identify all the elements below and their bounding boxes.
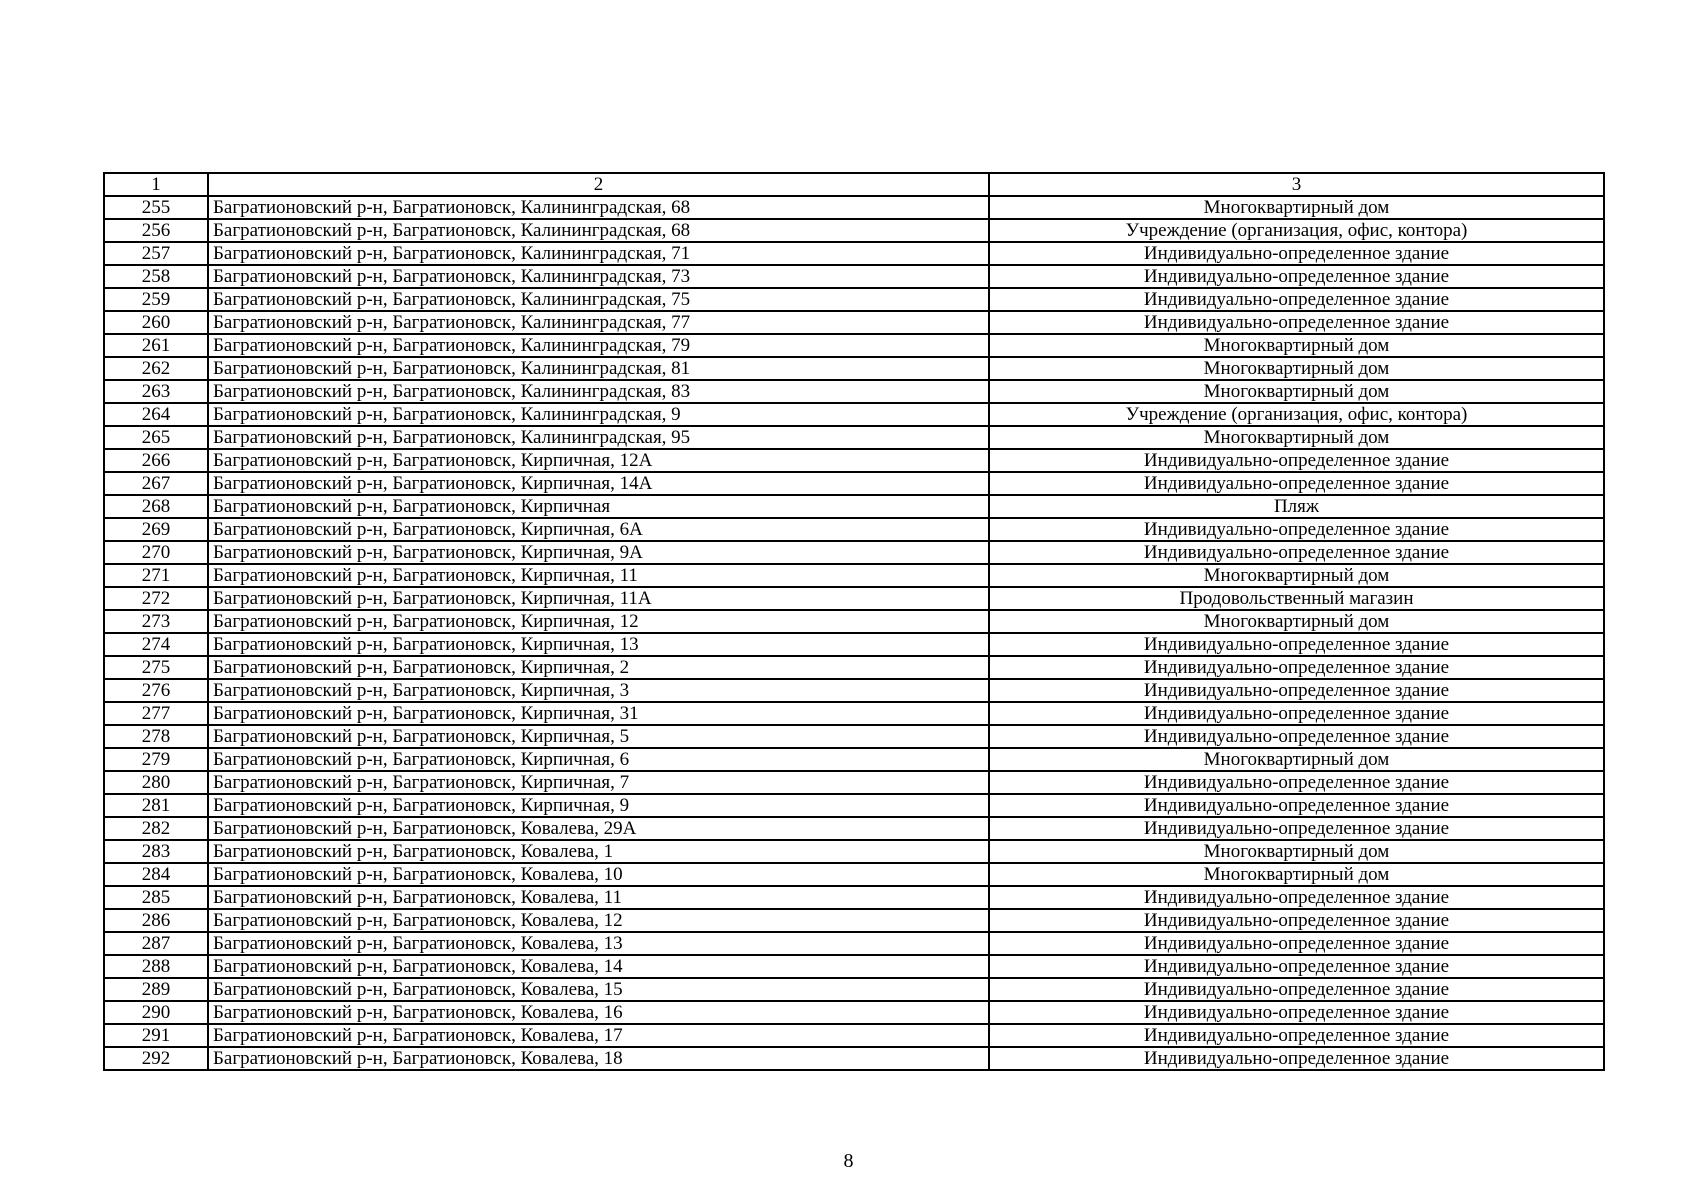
object-type-cell: Индивидуально-определенное здание	[989, 817, 1604, 840]
row-number-cell: 268	[104, 495, 208, 518]
row-number-cell: 258	[104, 265, 208, 288]
object-type-cell: Индивидуально-определенное здание	[989, 909, 1604, 932]
address-cell: Багратионовский р-н, Багратионовск, Калининградская, 79	[208, 334, 989, 357]
object-type-cell: Индивидуально-определенное здание	[989, 702, 1604, 725]
object-type-cell: Индивидуально-определенное здание	[989, 242, 1604, 265]
object-type-cell: Продовольственный магазин	[989, 587, 1604, 610]
address-cell: Багратионовский р-н, Багратионовск, Калининградская, 81	[208, 357, 989, 380]
row-number-cell: 267	[104, 472, 208, 495]
row-number-cell: 259	[104, 288, 208, 311]
address-cell: Багратионовский р-н, Багратионовск, Кирпичная, 31	[208, 702, 989, 725]
object-type-cell: Индивидуально-определенное здание	[989, 288, 1604, 311]
address-cell: Багратионовский р-н, Багратионовск, Ковалева, 12	[208, 909, 989, 932]
column-header-1: 1	[104, 173, 208, 196]
row-number-cell: 286	[104, 909, 208, 932]
address-cell: Багратионовский р-н, Багратионовск, Ковалева, 29А	[208, 817, 989, 840]
object-type-cell: Индивидуально-определенное здание	[989, 771, 1604, 794]
row-number-cell: 261	[104, 334, 208, 357]
object-type-cell: Учреждение (организация, офис, контора)	[989, 403, 1604, 426]
address-cell: Багратионовский р-н, Багратионовск, Кирпичная, 6А	[208, 518, 989, 541]
address-cell: Багратионовский р-н, Багратионовск, Калининградская, 75	[208, 288, 989, 311]
table-row	[104, 196, 1604, 219]
object-type-cell: Индивидуально-определенное здание	[989, 449, 1604, 472]
address-cell: Багратионовский р-н, Багратионовск, Ковалева, 11	[208, 886, 989, 909]
address-cell: Багратионовский р-н, Багратионовск, Ковалева, 18	[208, 1047, 989, 1070]
table-row	[104, 564, 1604, 587]
address-cell: Багратионовский р-н, Багратионовск, Калининградская, 68	[208, 219, 989, 242]
table-row	[104, 610, 1604, 633]
address-cell: Багратионовский р-н, Багратионовск, Кирпичная, 11А	[208, 587, 989, 610]
object-type-cell: Индивидуально-определенное здание	[989, 955, 1604, 978]
table-row	[104, 725, 1604, 748]
table-row	[104, 886, 1604, 909]
row-number-cell: 283	[104, 840, 208, 863]
table-body	[104, 173, 1604, 1070]
object-type-cell: Индивидуально-определенное здание	[989, 472, 1604, 495]
table-row	[104, 633, 1604, 656]
row-number-cell: 290	[104, 1001, 208, 1024]
object-type-cell: Индивидуально-определенное здание	[989, 1001, 1604, 1024]
address-table	[103, 172, 1605, 1071]
table-row	[104, 702, 1604, 725]
address-cell: Багратионовский р-н, Багратионовск, Кирпичная	[208, 495, 989, 518]
object-type-cell: Многоквартирный дом	[989, 840, 1604, 863]
table-row	[104, 311, 1604, 334]
column-header-2: 2	[208, 173, 989, 196]
row-number-cell: 273	[104, 610, 208, 633]
row-number-cell: 287	[104, 932, 208, 955]
page-number: 8	[843, 1150, 854, 1172]
address-cell: Багратионовский р-н, Багратионовск, Кирпичная, 3	[208, 679, 989, 702]
row-number-cell: 256	[104, 219, 208, 242]
row-number-cell: 279	[104, 748, 208, 771]
row-number-cell: 288	[104, 955, 208, 978]
address-cell: Багратионовский р-н, Багратионовск, Кирпичная, 6	[208, 748, 989, 771]
table-row	[104, 794, 1604, 817]
object-type-cell: Индивидуально-определенное здание	[989, 1047, 1604, 1070]
row-number-cell: 272	[104, 587, 208, 610]
address-cell: Багратионовский р-н, Багратионовск, Ковалева, 14	[208, 955, 989, 978]
row-number-cell: 255	[104, 196, 208, 219]
address-cell: Багратионовский р-н, Багратионовск, Ковалева, 17	[208, 1024, 989, 1047]
object-type-cell: Индивидуально-определенное здание	[989, 886, 1604, 909]
object-type-cell: Индивидуально-определенное здание	[989, 518, 1604, 541]
row-number-cell: 262	[104, 357, 208, 380]
table-row	[104, 357, 1604, 380]
table-row	[104, 495, 1604, 518]
row-number-cell: 265	[104, 426, 208, 449]
table-row	[104, 242, 1604, 265]
table-row	[104, 334, 1604, 357]
table-row	[104, 426, 1604, 449]
object-type-cell: Многоквартирный дом	[989, 863, 1604, 886]
object-type-cell: Пляж	[989, 495, 1604, 518]
table-row	[104, 380, 1604, 403]
table-row	[104, 541, 1604, 564]
object-type-cell: Индивидуально-определенное здание	[989, 633, 1604, 656]
address-cell: Багратионовский р-н, Багратионовск, Калининградская, 68	[208, 196, 989, 219]
row-number-cell: 263	[104, 380, 208, 403]
table-row	[104, 518, 1604, 541]
object-type-cell: Многоквартирный дом	[989, 610, 1604, 633]
table-header-row	[104, 173, 1604, 196]
address-cell: Багратионовский р-н, Багратионовск, Ковалева, 16	[208, 1001, 989, 1024]
table-row	[104, 472, 1604, 495]
row-number-cell: 285	[104, 886, 208, 909]
table-row	[104, 978, 1604, 1001]
row-number-cell: 280	[104, 771, 208, 794]
table-row	[104, 587, 1604, 610]
table-row	[104, 679, 1604, 702]
row-number-cell: 257	[104, 242, 208, 265]
row-number-cell: 260	[104, 311, 208, 334]
object-type-cell: Индивидуально-определенное здание	[989, 794, 1604, 817]
table-row	[104, 840, 1604, 863]
row-number-cell: 266	[104, 449, 208, 472]
row-number-cell: 269	[104, 518, 208, 541]
table-row	[104, 265, 1604, 288]
table-row	[104, 748, 1604, 771]
table-row	[104, 909, 1604, 932]
address-cell: Багратионовский р-н, Багратионовск, Кирпичная, 9А	[208, 541, 989, 564]
object-type-cell: Индивидуально-определенное здание	[989, 725, 1604, 748]
object-type-cell: Многоквартирный дом	[989, 748, 1604, 771]
address-cell: Багратионовский р-н, Багратионовск, Кирпичная, 13	[208, 633, 989, 656]
address-cell: Багратионовский р-н, Багратионовск, Калининградская, 83	[208, 380, 989, 403]
object-type-cell: Индивидуально-определенное здание	[989, 311, 1604, 334]
object-type-cell: Индивидуально-определенное здание	[989, 541, 1604, 564]
table-row	[104, 1047, 1604, 1070]
row-number-cell: 271	[104, 564, 208, 587]
table-row	[104, 403, 1604, 426]
address-cell: Багратионовский р-н, Багратионовск, Кирпичная, 5	[208, 725, 989, 748]
address-cell: Багратионовский р-н, Багратионовск, Ковалева, 15	[208, 978, 989, 1001]
object-type-cell: Многоквартирный дом	[989, 426, 1604, 449]
row-number-cell: 292	[104, 1047, 208, 1070]
table-row	[104, 656, 1604, 679]
table-row	[104, 219, 1604, 242]
row-number-cell: 277	[104, 702, 208, 725]
table-row	[104, 932, 1604, 955]
address-cell: Багратионовский р-н, Багратионовск, Ковалева, 10	[208, 863, 989, 886]
object-type-cell: Многоквартирный дом	[989, 196, 1604, 219]
column-header-3: 3	[989, 173, 1604, 196]
row-number-cell: 282	[104, 817, 208, 840]
row-number-cell: 274	[104, 633, 208, 656]
object-type-cell: Индивидуально-определенное здание	[989, 679, 1604, 702]
address-cell: Багратионовский р-н, Багратионовск, Кирпичная, 9	[208, 794, 989, 817]
row-number-cell: 278	[104, 725, 208, 748]
table-row	[104, 449, 1604, 472]
address-cell: Багратионовский р-н, Багратионовск, Кирпичная, 11	[208, 564, 989, 587]
address-cell: Багратионовский р-н, Багратионовск, Кирпичная, 7	[208, 771, 989, 794]
table-row	[104, 1001, 1604, 1024]
address-cell: Багратионовский р-н, Багратионовск, Калининградская, 77	[208, 311, 989, 334]
row-number-cell: 281	[104, 794, 208, 817]
address-cell: Багратионовский р-н, Багратионовск, Калининградская, 73	[208, 265, 989, 288]
object-type-cell: Индивидуально-определенное здание	[989, 932, 1604, 955]
object-type-cell: Многоквартирный дом	[989, 334, 1604, 357]
address-cell: Багратионовский р-н, Багратионовск, Кирпичная, 14А	[208, 472, 989, 495]
row-number-cell: 264	[104, 403, 208, 426]
object-type-cell: Многоквартирный дом	[989, 357, 1604, 380]
object-type-cell: Индивидуально-определенное здание	[989, 978, 1604, 1001]
table-row	[104, 288, 1604, 311]
row-number-cell: 270	[104, 541, 208, 564]
address-cell: Багратионовский р-н, Багратионовск, Ковалева, 13	[208, 932, 989, 955]
row-number-cell: 284	[104, 863, 208, 886]
object-type-cell: Учреждение (организация, офис, контора)	[989, 219, 1604, 242]
address-cell: Багратионовский р-н, Багратионовск, Кирпичная, 2	[208, 656, 989, 679]
table-row	[104, 817, 1604, 840]
object-type-cell: Индивидуально-определенное здание	[989, 656, 1604, 679]
address-cell: Багратионовский р-н, Багратионовск, Ковалева, 1	[208, 840, 989, 863]
address-cell: Багратионовский р-н, Багратионовск, Калининградская, 95	[208, 426, 989, 449]
address-cell: Багратионовский р-н, Багратионовск, Кирпичная, 12А	[208, 449, 989, 472]
address-cell: Багратионовский р-н, Багратионовск, Калининградская, 9	[208, 403, 989, 426]
row-number-cell: 276	[104, 679, 208, 702]
object-type-cell: Индивидуально-определенное здание	[989, 1024, 1604, 1047]
row-number-cell: 275	[104, 656, 208, 679]
table-row	[104, 863, 1604, 886]
object-type-cell: Многоквартирный дом	[989, 380, 1604, 403]
table-row	[104, 1024, 1604, 1047]
object-type-cell: Индивидуально-определенное здание	[989, 265, 1604, 288]
row-number-cell: 289	[104, 978, 208, 1001]
address-cell: Багратионовский р-н, Багратионовск, Калининградская, 71	[208, 242, 989, 265]
table-row	[104, 771, 1604, 794]
table-row	[104, 955, 1604, 978]
object-type-cell: Многоквартирный дом	[989, 564, 1604, 587]
row-number-cell: 291	[104, 1024, 208, 1047]
address-cell: Багратионовский р-н, Багратионовск, Кирпичная, 12	[208, 610, 989, 633]
